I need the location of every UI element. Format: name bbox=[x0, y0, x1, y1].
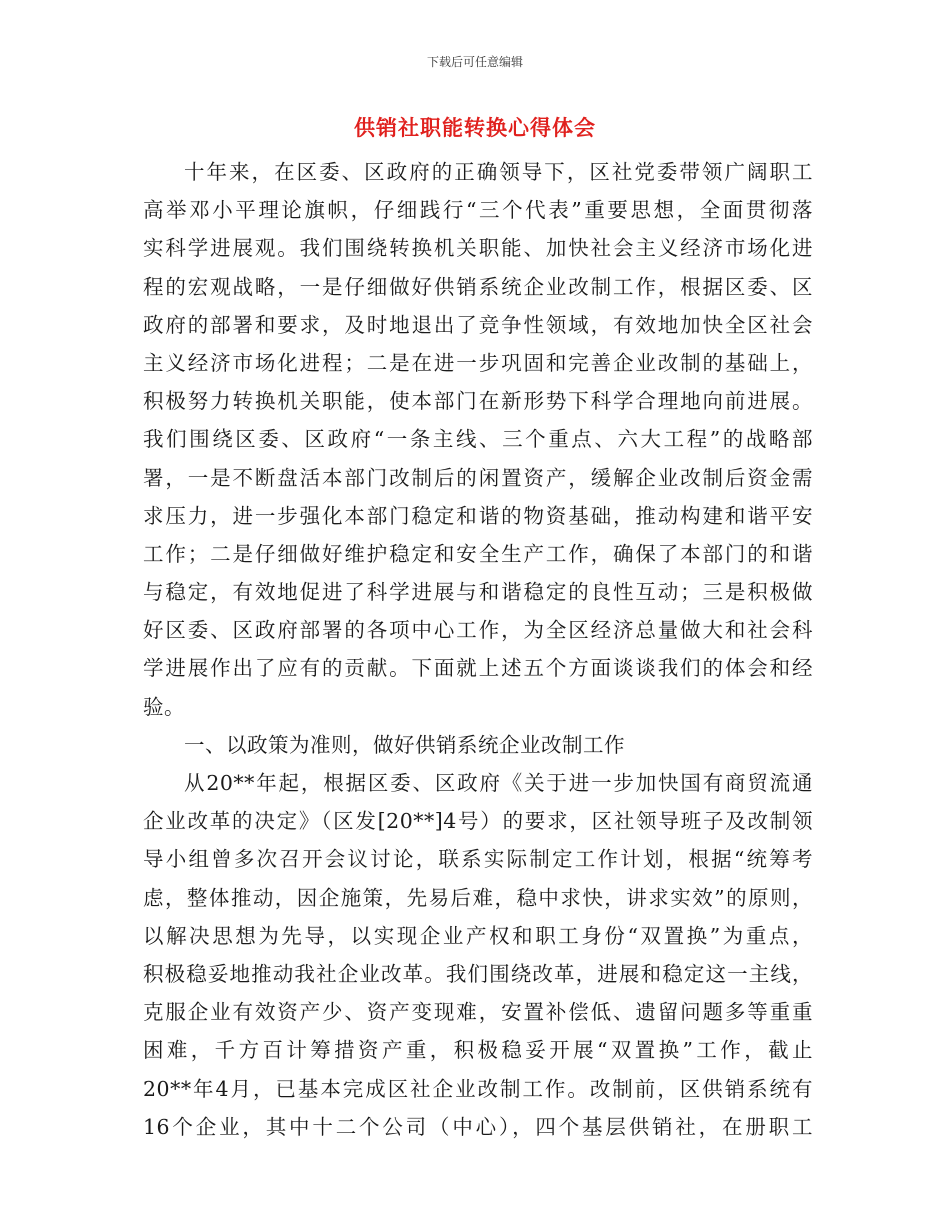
paragraph-line: 积极稳妥地推动我社企业改革。我们围绕改革，进展和稳定这一主线， bbox=[143, 961, 813, 986]
paragraph-line: 积极努力转换机关职能，使本部门在新形势下科学合理地向前进展。 bbox=[143, 389, 813, 414]
paragraph-line: 从20**年起，根据区委、区政府《关于进一步加快国有商贸流通 bbox=[184, 771, 813, 795]
paragraph-line: 程的宏观战略，一是仔细做好供销系统企业改制工作，根据区委、区 bbox=[143, 274, 813, 299]
paragraph-line: 困难，千方百计筹措资产重，积极稳妥开展“双置换”工作，截止 bbox=[143, 1038, 813, 1063]
paragraph-line: 实科学进展观。我们围绕转换机关职能、加快社会主义经济市场化进 bbox=[143, 236, 813, 261]
paragraph-line: 虑，整体推动，因企施策，先易后难，稳中求快，讲求实效”的原则， bbox=[143, 885, 813, 910]
paragraph-line: 署，一是不断盘活本部门改制后的闲置资产，缓解企业改制后资金需 bbox=[143, 465, 813, 490]
paragraph-line: 与稳定，有效地促进了科学进展与和谐稳定的良性互动；三是积极做 bbox=[143, 580, 813, 605]
paragraph-line: 克服企业有效资产少、资产变现难，安置补偿低、遗留问题多等重重 bbox=[143, 1000, 813, 1025]
section-heading: 一、以政策为准则，做好供销系统企业改制工作 bbox=[184, 732, 625, 757]
document-body bbox=[143, 153, 813, 1146]
document-title: 供销社职能转换心得体会 bbox=[354, 116, 596, 140]
paragraph-line: 高举邓小平理论旗帜，仔细践行“三个代表”重要思想，全面贯彻落 bbox=[143, 198, 813, 223]
paragraph-line: 验。 bbox=[143, 694, 185, 719]
paragraph-line: 16个企业，其中十二个公司（中心），四个基层供销社，在册职工 bbox=[143, 1114, 813, 1139]
paragraph-line: 政府的部署和要求，及时地退出了竞争性领域，有效地加快全区社会 bbox=[143, 312, 813, 337]
paragraph-line: 导小组曾多次召开会议讨论，联系实际制定工作计划，根据“统筹考 bbox=[143, 847, 813, 872]
paragraph-line: 好区委、区政府部署的各项中心工作，为全区经济总量做大和社会科 bbox=[143, 618, 813, 643]
paragraph-line: 企业改革的决定》（区发[20**]4号）的要求，区社领导班子及改制领 bbox=[143, 809, 813, 834]
paragraph-line: 以解决思想为先导，以实现企业产权和职工身份“双置换”为重点， bbox=[143, 923, 813, 948]
paragraph-line: 求压力，进一步强化本部门稳定和谐的物资基础，推动构建和谐平安 bbox=[143, 503, 813, 528]
page-header-note: 下载后可任意编辑 bbox=[426, 55, 523, 69]
paragraph-line: 十年来，在区委、区政府的正确领导下，区社党委带领广阔职工 bbox=[184, 160, 813, 184]
paragraph-line: 主义经济市场化进程；二是在进一步巩固和完善企业改制的基础上， bbox=[143, 350, 813, 375]
paragraph-line: 20**年4月，已基本完成区社企业改制工作。改制前，区供销系统有 bbox=[143, 1076, 813, 1101]
paragraph-line: 学进展作出了应有的贡献。下面就上述五个方面谈谈我们的体会和经 bbox=[143, 656, 813, 681]
paragraph-line: 工作；二是仔细做好维护稳定和安全生产工作，确保了本部门的和谐 bbox=[143, 541, 813, 566]
paragraph-line: 我们围绕区委、区政府“一条主线、三个重点、六大工程”的战略部 bbox=[143, 427, 813, 452]
